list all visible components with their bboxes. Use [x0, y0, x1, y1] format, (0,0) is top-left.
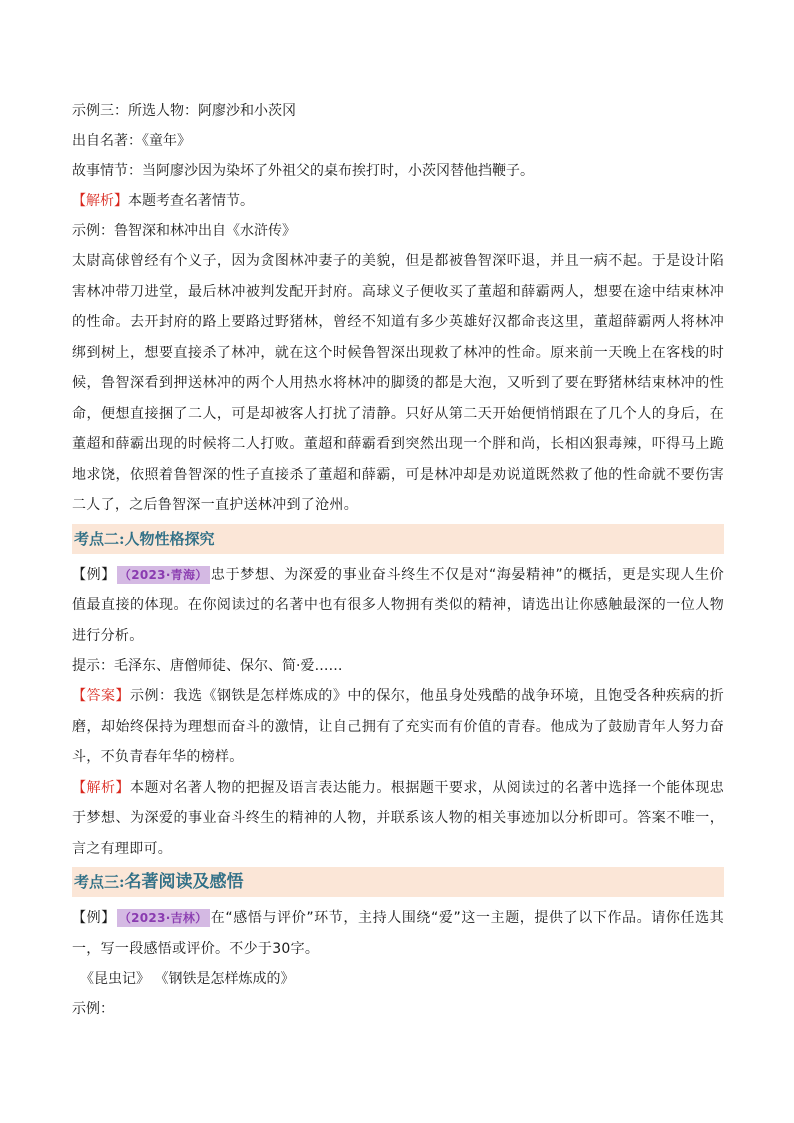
section-prefix: 考点三:	[74, 873, 125, 891]
story-paragraph: 太尉高俅曾经有个义子，因为贪图林冲妻子的美貌，但是都被鲁智深吓退，并且一病不起。于是设计陷害林冲带刀进堂，最后林冲被判发配开封府。高球义子便收买了董超和薛霸两人，想要在途中结束林冲的性命。去开封府的路上要路过野猪林，曾经不知道有多少英雄好汉都命丧这里，董超薛霸两人将林冲绑到树上，想要直接杀了林冲，就在这个时候鲁智深出现救了林冲的性命。原来前一天晚上在客栈的时候，鲁智深看到押送林冲的两个人用热水将林冲的脚烫的都是大泡，又听到了要在野猪林结束林冲的性命，便想直接捆了二人，可是却被客人打扰了清静。只好从第二天开始便悄悄跟在了几个人的身后，在董超和薛霸出现的时候将二人打败。董超和薛霸看到突然出现一个胖和尚，长相凶狠毒辣，吓得马上跪地求饶，依照着鲁智深的性子直接杀了董超和薛霸，可是林冲却是劝说道既然救了他的性命就不要伤害二人了，之后鲁智深一直护送林冲到了沧州。	[72, 253, 724, 513]
example-label-open: 【例】	[72, 910, 116, 926]
source-tag: （2023·吉林）	[118, 911, 208, 925]
books-line: 《昆虫记》 《钢铁是怎样炼成的》	[80, 971, 295, 987]
question-text: 在“感悟与评价”环节，主持人围绕“爱”这一主题，提供了以下作品。请你任选其一，写一段感悟或评价。不少于30字。	[72, 910, 724, 957]
answer-text: 示例：我选《钢铁是怎样炼成的》中的保尔，他虽身处残酷的战争环境，且饱受各种疾病的折磨，却始终保持为理想而奋斗的激情，让自己拥有了充实而有价值的青春。他成为了鼓励青年人努力奋斗，不负青春年华的榜样。	[72, 688, 724, 765]
question-3	[72, 903, 724, 964]
analysis-2	[72, 773, 724, 865]
analysis-1	[72, 186, 724, 216]
answer-2	[72, 681, 724, 773]
section-title: 名著阅读及感悟	[124, 872, 244, 892]
analysis-label: 【解析】	[72, 193, 128, 209]
question-text: 忠于梦想、为深爱的事业奋斗终生不仅是对“海晏精神”的概括，更是实现人生价值最直接的体现。在你阅读过的名著中也有很多人物拥有类似的精神，请选出让你感触最深的一位人物进行分析。	[72, 566, 724, 644]
section-heading-3	[72, 867, 724, 897]
source-tag: （2023·青海）	[118, 567, 208, 582]
example3-character-line: 示例三：所选人物：阿廖沙和小茨冈	[72, 103, 296, 119]
example-label-open: 【例】	[72, 566, 116, 583]
example3-plot-line: 故事情节：当阿廖沙因为染坏了外祖父的桌布挨打时，小茨冈替他挡鞭子。	[72, 163, 534, 179]
section-prefix: 考点二:	[74, 529, 125, 548]
example3-book-line: 出自名著：《童年》	[72, 133, 191, 149]
analysis-text: 本题对名著人物的把握及语言表达能力。根据题干要求，从阅读过的名著中选择一个能体现忠于梦想、为深爱的事业奋斗终生的精神的人物，并联系该人物的相关事迹加以分析即可。答案不唯一，言之有理即可。	[72, 779, 724, 857]
document-page	[72, 96, 724, 1024]
example-prompt: 示例：	[72, 1001, 114, 1017]
hint-line: 提示：毛泽东、唐僧师徒、保尔、简·爱……	[72, 658, 343, 674]
question-2	[72, 560, 724, 652]
answer-label: 【答案】	[72, 688, 130, 704]
analysis-text: 本题考查名著情节。	[128, 193, 254, 209]
example-line: 示例：鲁智深和林冲出自《水浒传》	[72, 223, 296, 239]
analysis-label: 【解析】	[72, 779, 130, 796]
section-title: 人物性格探究	[124, 529, 215, 548]
section-heading-2	[72, 524, 724, 554]
